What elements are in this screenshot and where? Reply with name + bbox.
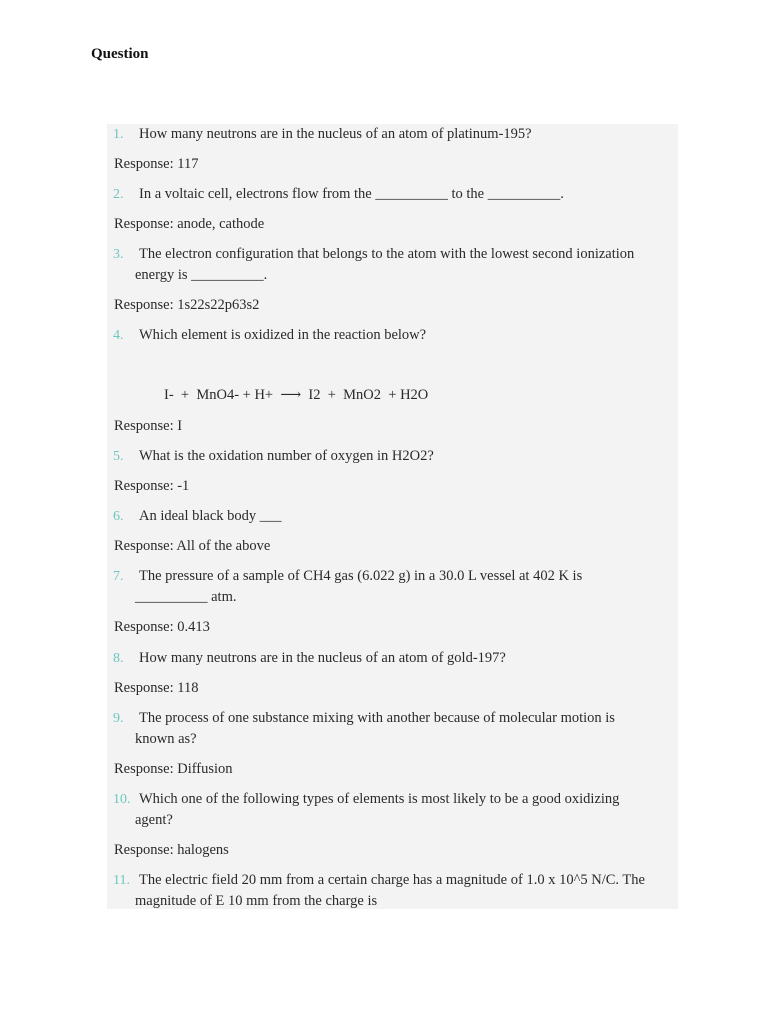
- question-text: What is the oxidation number of oxygen in H2O2?: [139, 448, 434, 464]
- question-text: An ideal black body ___: [139, 508, 282, 524]
- question-text: The pressure of a sample of CH4 gas (6.022 g) in a 30.0 L vessel at 402 K is: [139, 568, 583, 584]
- question-panel: [107, 124, 678, 909]
- question-number: 4.: [113, 328, 124, 343]
- question-text-continued: energy is __________.: [135, 267, 268, 283]
- response-5: Response: -1: [114, 478, 190, 494]
- question-text-continued: __________ atm.: [135, 589, 237, 605]
- question-number: 6.: [113, 509, 124, 524]
- response-9: Response: Diffusion: [114, 761, 233, 777]
- question-number: 7.: [113, 569, 124, 584]
- question-item-2: [113, 184, 668, 205]
- question-text: Which one of the following types of elements is most likely to be a good oxidizing: [139, 791, 620, 807]
- question-number: 8.: [113, 651, 124, 666]
- response-1: Response: 117: [114, 156, 199, 172]
- question-item-9: [113, 708, 668, 750]
- response-4: Response: I: [114, 418, 183, 434]
- question-text: Which element is oxidized in the reaction below?: [139, 327, 427, 343]
- question-text-continued: known as?: [135, 731, 197, 747]
- question-number: 11.: [113, 873, 130, 888]
- response-2: Response: anode, cathode: [114, 216, 265, 232]
- question-number: 3.: [113, 247, 124, 262]
- question-number: 1.: [113, 127, 124, 142]
- response-8: Response: 118: [114, 680, 199, 696]
- question-item-1: [113, 124, 668, 145]
- question-text: In a voltaic cell, electrons flow from the __________ to the __________.: [139, 186, 564, 202]
- question-item-4: [113, 325, 668, 346]
- question-number: 10.: [113, 792, 131, 807]
- question-text-continued: magnitude of E 10 mm from the charge is: [135, 893, 378, 909]
- question-item-8: [113, 648, 668, 669]
- question-number: 9.: [113, 711, 124, 726]
- question-text-continued: agent?: [135, 812, 173, 828]
- question-item-10: [113, 789, 668, 831]
- question-text: How many neutrons are in the nucleus of an atom of platinum-195?: [139, 126, 532, 142]
- response-10: Response: halogens: [114, 842, 229, 858]
- question-text: How many neutrons are in the nucleus of an atom of gold-197?: [139, 650, 506, 666]
- question-item-3: [113, 244, 668, 286]
- question-text: The process of one substance mixing with another because of molecular motion is: [139, 710, 615, 726]
- question-item-5: [113, 446, 668, 467]
- question-item-11: [113, 870, 668, 912]
- question-item-7: [113, 566, 668, 608]
- page-title: Question: [91, 46, 149, 62]
- response-6: Response: All of the above: [114, 538, 271, 554]
- question-number: 2.: [113, 187, 124, 202]
- question-text: The electric field 20 mm from a certain charge has a magnitude of 1.0 x 10^5 N/C. The: [139, 872, 645, 888]
- question-text: The electron configuration that belongs to the atom with the lowest second ionization: [139, 246, 635, 262]
- question-item-6: [113, 506, 668, 527]
- response-7: Response: 0.413: [114, 619, 210, 635]
- question-number: 5.: [113, 449, 124, 464]
- reaction-equation: I- + MnO4- + H+ ⟶ I2 + MnO2 + H2O: [164, 387, 429, 403]
- response-3: Response: 1s22s22p63s2: [114, 297, 260, 313]
